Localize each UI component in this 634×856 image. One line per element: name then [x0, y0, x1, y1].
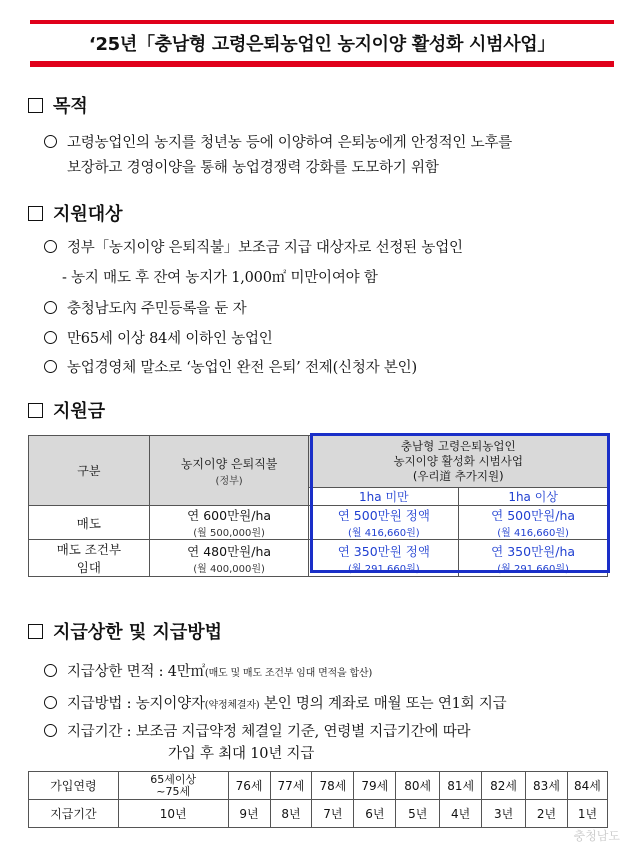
period-cell: 9년: [228, 800, 270, 828]
page-title: ‘25년「충남형 고령은퇴농업인 농지이양 활성화 시범사업」: [88, 34, 556, 55]
age-cell: 83세: [526, 772, 568, 800]
section-target-heading: [28, 200, 123, 226]
table-row: [29, 772, 608, 800]
table-row: [29, 540, 608, 577]
limits-note-1: (매도 및 매도 조건부 임대 면적을 합산): [204, 668, 373, 679]
col-pilot-line-2: 농지이양 활성화 시범사업: [393, 454, 523, 468]
col-under-1ha-header: 1ha 미만: [309, 488, 459, 506]
under-amount: [309, 506, 459, 540]
limits-item-1: [44, 660, 372, 681]
period-row-label: 지급기간: [29, 800, 119, 828]
col-pilot-line-3: (우리道 추가지원): [412, 469, 504, 483]
purpose-text-1: 고령농업인의 농지를 청년농 등에 이양하여 은퇴농에게 안정적인 노후를: [67, 135, 513, 151]
target-text-1: 정부「농지이양 은퇴직불」보조금 지급 대상자로 선정된 농업인: [67, 240, 463, 256]
circle-bullet-icon: [44, 664, 57, 677]
gov-amount-main: 연 600만원/ha: [187, 508, 272, 523]
gov-amount: [149, 506, 309, 540]
row-label: 매도: [29, 506, 150, 540]
section-target-label: 지원대상: [53, 204, 123, 225]
limits-text-1: 지급상한 면적 : 4만㎡: [67, 664, 205, 680]
under-amount: [309, 540, 459, 577]
row-label-line-1: 매도 조건부: [56, 542, 122, 557]
age-cell: 80세: [396, 772, 440, 800]
title-banner: [30, 20, 614, 67]
circle-bullet-icon: [44, 360, 57, 373]
period-cell: 1년: [567, 800, 607, 828]
square-bullet-icon: [28, 206, 43, 221]
section-amount-heading: [28, 397, 105, 423]
row-label-line-2: 임대: [76, 560, 101, 575]
circle-bullet-icon: [44, 135, 57, 148]
period-cell: 6년: [354, 800, 396, 828]
limits-text-2b: 본인 명의 계좌로 매월 또는 연1회 지급: [259, 696, 507, 712]
title-bottom-rule: [30, 61, 614, 67]
limits-item-2: [44, 692, 506, 713]
target-item-1: [44, 236, 463, 257]
over-amount: [459, 540, 608, 577]
age-cell: 77세: [270, 772, 312, 800]
period-cell: 10년: [118, 800, 228, 828]
age-cell-sub: ~75세: [156, 784, 191, 798]
limits-text-2a: 지급방법 : 농지이양자: [67, 696, 205, 712]
period-cell: 8년: [270, 800, 312, 828]
payment-period-table: [28, 771, 608, 828]
col-gov-header: [149, 436, 309, 506]
col-gov-title: 농지이양 은퇴직불: [180, 456, 278, 471]
col-gov-sub: (정부): [215, 475, 243, 487]
target-text-2: 충청남도內 주민등록을 둔 자: [67, 301, 247, 317]
age-cell: [118, 772, 228, 800]
age-cell-main: 65세이상: [150, 772, 197, 786]
target-item-4: [44, 356, 417, 377]
under-amount-sub: (월 416,660원): [348, 528, 420, 539]
square-bullet-icon: [28, 624, 43, 639]
gov-amount-sub: (월 400,000원): [193, 563, 265, 575]
age-cell: 81세: [440, 772, 482, 800]
over-amount: [459, 506, 608, 540]
target-text-4: 농업경영체 말소로 ‘농업인 완전 은퇴’ 전제(신청자 본인): [67, 360, 417, 376]
age-cell: 82세: [482, 772, 526, 800]
section-limits-heading: [28, 618, 222, 644]
target-item-1-sub: - 농지 매도 후 잔여 농지가 1,000㎡ 미만이여야 함: [62, 270, 378, 286]
row-label: [29, 540, 150, 577]
gov-amount-sub: (월 500,000원): [193, 528, 265, 539]
gov-amount-main: 연 480만원/ha: [187, 543, 272, 559]
limits-text-3a: 지급기간 : 보조금 지급약정 체결일 기준, 연령별 지급기간에 따라: [67, 724, 471, 740]
gov-amount: [149, 540, 309, 577]
target-item-2: [44, 297, 246, 318]
age-cell: 76세: [228, 772, 270, 800]
circle-bullet-icon: [44, 301, 57, 314]
target-text-3: 만65세 이상 84세 이하인 농업인: [67, 331, 273, 347]
circle-bullet-icon: [44, 696, 57, 709]
support-amount-table: [28, 435, 608, 577]
square-bullet-icon: [28, 98, 43, 113]
under-amount-sub: (월 291,660원): [348, 563, 420, 575]
square-bullet-icon: [28, 403, 43, 418]
period-cell: 4년: [440, 800, 482, 828]
period-cell: 7년: [312, 800, 354, 828]
period-cell: 2년: [526, 800, 568, 828]
table-row: [29, 800, 608, 828]
period-cell: 3년: [482, 800, 526, 828]
over-amount-sub: (월 416,660원): [497, 528, 569, 539]
age-cell: 84세: [567, 772, 607, 800]
section-amount-label: 지원금: [53, 401, 106, 422]
circle-bullet-icon: [44, 724, 57, 737]
watermark-logo: 충청남도: [573, 829, 620, 843]
age-row-label: 가입연령: [29, 772, 119, 800]
col-category-header: 구분: [29, 436, 150, 506]
section-limits-label: 지급상한 및 지급방법: [53, 622, 223, 643]
table-row: [29, 506, 608, 540]
circle-bullet-icon: [44, 331, 57, 344]
under-amount-main: 연 350만원 정액: [337, 543, 430, 559]
over-amount-main: 연 350만원/ha: [491, 543, 576, 559]
over-amount-sub: (월 291,660원): [497, 563, 569, 575]
over-amount-main: 연 500만원/ha: [491, 508, 576, 523]
target-item-3: [44, 327, 273, 348]
col-over-1ha-header: 1ha 이상: [459, 488, 608, 506]
purpose-line-1: [44, 131, 512, 152]
period-cell: 5년: [396, 800, 440, 828]
purpose-line-2: 보장하고 경영이양을 통해 농업경쟁력 강화를 도모하기 위함: [67, 160, 439, 176]
section-purpose-heading: [28, 92, 88, 118]
section-purpose-label: 목적: [53, 96, 88, 117]
limits-item-3-cont: 가입 후 최대 10년 지급: [168, 746, 315, 762]
limits-note-2: (약정체결자): [204, 700, 260, 711]
age-cell: 78세: [312, 772, 354, 800]
limits-item-3: [44, 720, 470, 741]
under-amount-main: 연 500만원 정액: [337, 508, 430, 523]
col-pilot-line-1: 충남형 고령은퇴농업인: [400, 439, 516, 453]
circle-bullet-icon: [44, 240, 57, 253]
col-pilot-header: [309, 436, 608, 488]
age-cell: 79세: [354, 772, 396, 800]
